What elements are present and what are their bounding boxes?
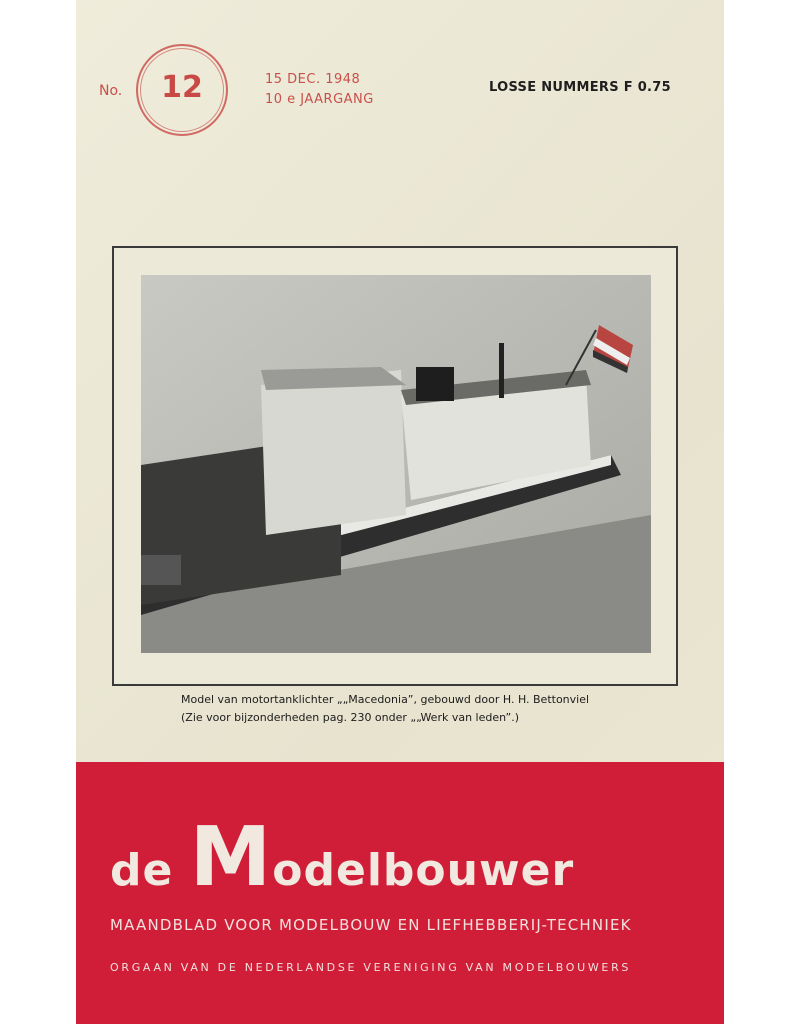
boat-photo — [141, 275, 651, 653]
masthead-subtitle: MAANDBLAD VOOR MODELBOUW EN LIEFHEBBERIJ-TECHNIEK — [110, 916, 632, 934]
issue-number: 12 — [161, 70, 203, 105]
masthead-organ: ORGAAN VAN DE NEDERLANDSE VERENIGING VAN MODELBOUWERS — [110, 961, 632, 974]
issue-date: 15 DEC. 1948 — [265, 72, 361, 87]
photo-caption — [181, 691, 589, 727]
price: LOSSE NUMMERS F 0.75 — [489, 80, 671, 95]
title-initial: M — [189, 810, 273, 905]
volume: 10 e JAARGANG — [265, 92, 374, 107]
title-rest: odelbouwer — [272, 845, 575, 896]
masthead-title — [110, 810, 575, 905]
caption-line-2: (Zie voor bijzonderheden pag. 230 onder „„Werk van leden”.) — [181, 711, 519, 724]
issue-date-block — [265, 70, 374, 110]
title-prefix: de — [110, 845, 190, 896]
issue-number-label: No. — [99, 83, 123, 99]
caption-line-1: Model van motortanklichter „„Macedonia”, gebouwd door H. H. Bettonviel — [181, 693, 590, 706]
